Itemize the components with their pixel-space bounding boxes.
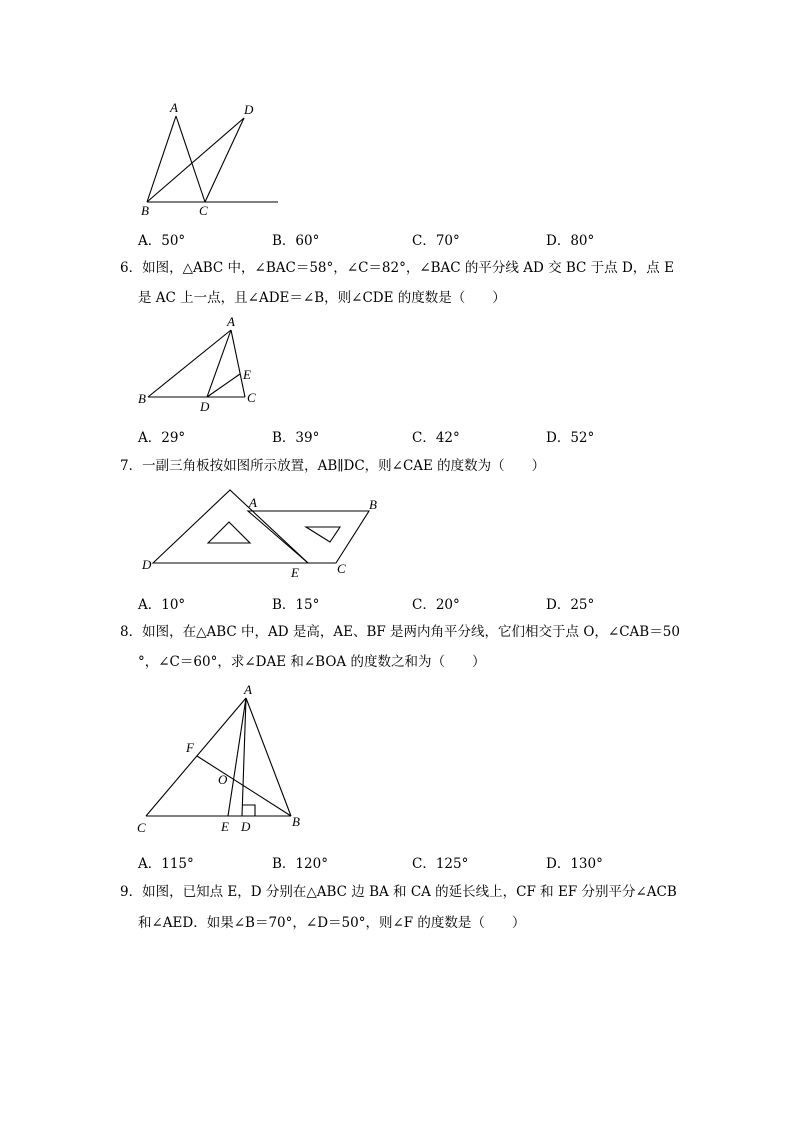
q8-right-angle-mark (242, 805, 255, 816)
q8-label-B: B (292, 814, 300, 829)
q8-option-a: A．115° (138, 856, 194, 872)
q7-option-d: D．25° (546, 597, 595, 613)
q8-label-D: D (241, 819, 251, 834)
q6-option-a: A．29° (138, 430, 186, 446)
q8-stem-line2: °，∠C＝60°，求∠DAE 和∠BOA 的度数之和为（ ） (138, 654, 486, 670)
q8-label-O: O (218, 772, 228, 787)
q9-stem-line2: 和∠AED．如果∠B＝70°，∠D＝50°，则∠F 的度数是（ ） (138, 915, 526, 931)
q8-stem-line1: 8．如图，在△ABC 中，AD 是高，AE、BF 是两内角平分线，它们相交于点 O，∠CAB＝50 (120, 624, 680, 640)
q7-label-E: E (291, 565, 299, 580)
q5-label-A: A (170, 100, 178, 115)
q7-label-B: B (369, 497, 377, 512)
q6-label-E: E (243, 367, 251, 382)
q8-line-AD (242, 698, 246, 816)
q6-option-d: D．52° (546, 430, 595, 446)
q5-option-a: A．50° (138, 233, 186, 249)
q6-option-b: B．39° (272, 430, 320, 446)
q6-label-D: D (200, 399, 210, 414)
q5-label-B: B (141, 203, 149, 218)
q6-label-B: B (138, 391, 146, 406)
q8-line-AB (246, 698, 291, 816)
q7-stem-line1: 7．一副三角板按如图所示放置，AB∥DC，则∠CAE 的度数为（ ） (120, 458, 546, 474)
q8-label-A: A (244, 682, 252, 697)
q8-option-b: B．120° (272, 856, 328, 872)
q6-option-c: C．42° (412, 430, 460, 446)
q6-stem-line1: 6．如图，△ABC 中，∠BAC＝58°，∠C＝82°，∠BAC 的平分线 AD 交 BC 于点 D，点 E (120, 260, 674, 276)
q7-option-c: C．20° (412, 597, 460, 613)
q7-option-a: A．10° (138, 597, 186, 613)
q5-label-C: C (199, 203, 208, 218)
q6-stem-line2: 是 AC 上一点，且∠ADE＝∠B，则∠CDE 的度数是（ ） (138, 290, 506, 306)
q6-label-C: C (247, 390, 256, 405)
q6-label-A: A (227, 314, 235, 329)
q9-stem-line1: 9．如图，已知点 E，D 分别在△ABC 边 BA 和 CA 的延长线上，CF 和 EF 分别平分∠ACB (120, 884, 677, 900)
q5-option-b: B．60° (272, 233, 320, 249)
q8-label-C: C (137, 820, 146, 835)
q5-label-D: D (244, 102, 254, 117)
q8-label-E: E (221, 819, 229, 834)
q8-label-F: F (186, 740, 194, 755)
q7-label-C: C (337, 561, 346, 576)
q7-label-D: D (142, 557, 152, 572)
q8-option-d: D．130° (546, 856, 603, 872)
q5-option-d: D．80° (546, 233, 595, 249)
q7-option-b: B．15° (272, 597, 320, 613)
q8-option-c: C．125° (412, 856, 469, 872)
q5-option-c: C．70° (412, 233, 460, 249)
q7-label-A: A (249, 495, 257, 510)
